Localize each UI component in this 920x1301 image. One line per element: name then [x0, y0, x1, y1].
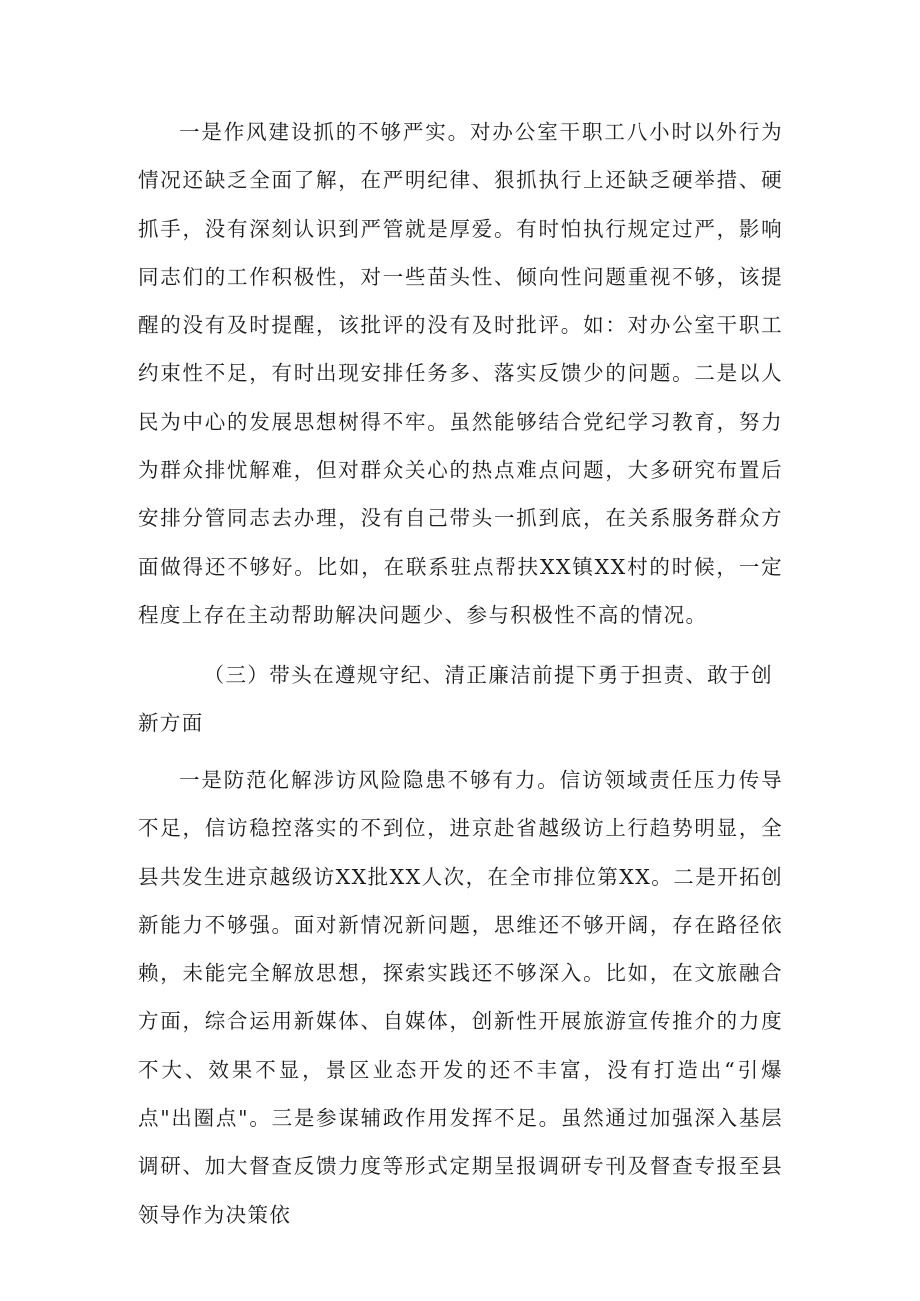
- section-heading-3: （三）带头在遵规守纪、清正廉洁前提下勇于担责、敢于创新方面: [138, 663, 773, 736]
- body-paragraph-work-style: 一是作风建设抓的不够严实。对办公室干职工八小时以外行为情况还缺乏全面了解，在严明纪律、狠抓执行上还缺乏硬举措、硬抓手，没有深刻认识到严管就是厚爱。有时怕执行规定过严，影响同志们的工作积极性，对一些苗头性、倾向性问题重视不够，该提醒的没有及时提醒，该批评的没有及时批评。如：对办公室干职工约束性不足，有时出现安排任务多、落实反馈少的问题。二是以人民为中心的发展思想树得不牢。虽然能够结合党纪学习教育，努力为群众排忧解难，但对群众关心的热点难点问题，大多研究布置后安排分管同志去办理，没有自己带头一抓到底，在关系服务群众方面做得还不够好。比如，在联系驻点帮扶XX镇XX村的时候，一定程度上存在主动帮助解决问题少、参与积极性不高的情况。: [138, 120, 783, 627]
- body-paragraph-petition-risk: 一是防范化解涉访风险隐患不够有力。信访领域责任压力传导不足，信访稳控落实的不到位，进京赴省越级访上行趋势明显，全县共发生进京越级访XX批XX人次，在全市排位第XX。二是开拓创新能力不够强。面对新情况新问题，思维还不够开阔，存在路径依赖，未能完全解放思想，探索实践还不够深入。比如，在文旅融合方面，综合运用新媒体、自媒体，创新性开展旅游宣传推介的力度不大、效果不显，景区业态开发的还不丰富，没有打造出“引爆点"出圈点"。三是参谋辅政作用发挥不足。虽然通过加强深入基层调研、加大督查反馈力度等形式定期呈报调研专刊及督查专报至县领导作为决策依: [138, 768, 783, 1227]
